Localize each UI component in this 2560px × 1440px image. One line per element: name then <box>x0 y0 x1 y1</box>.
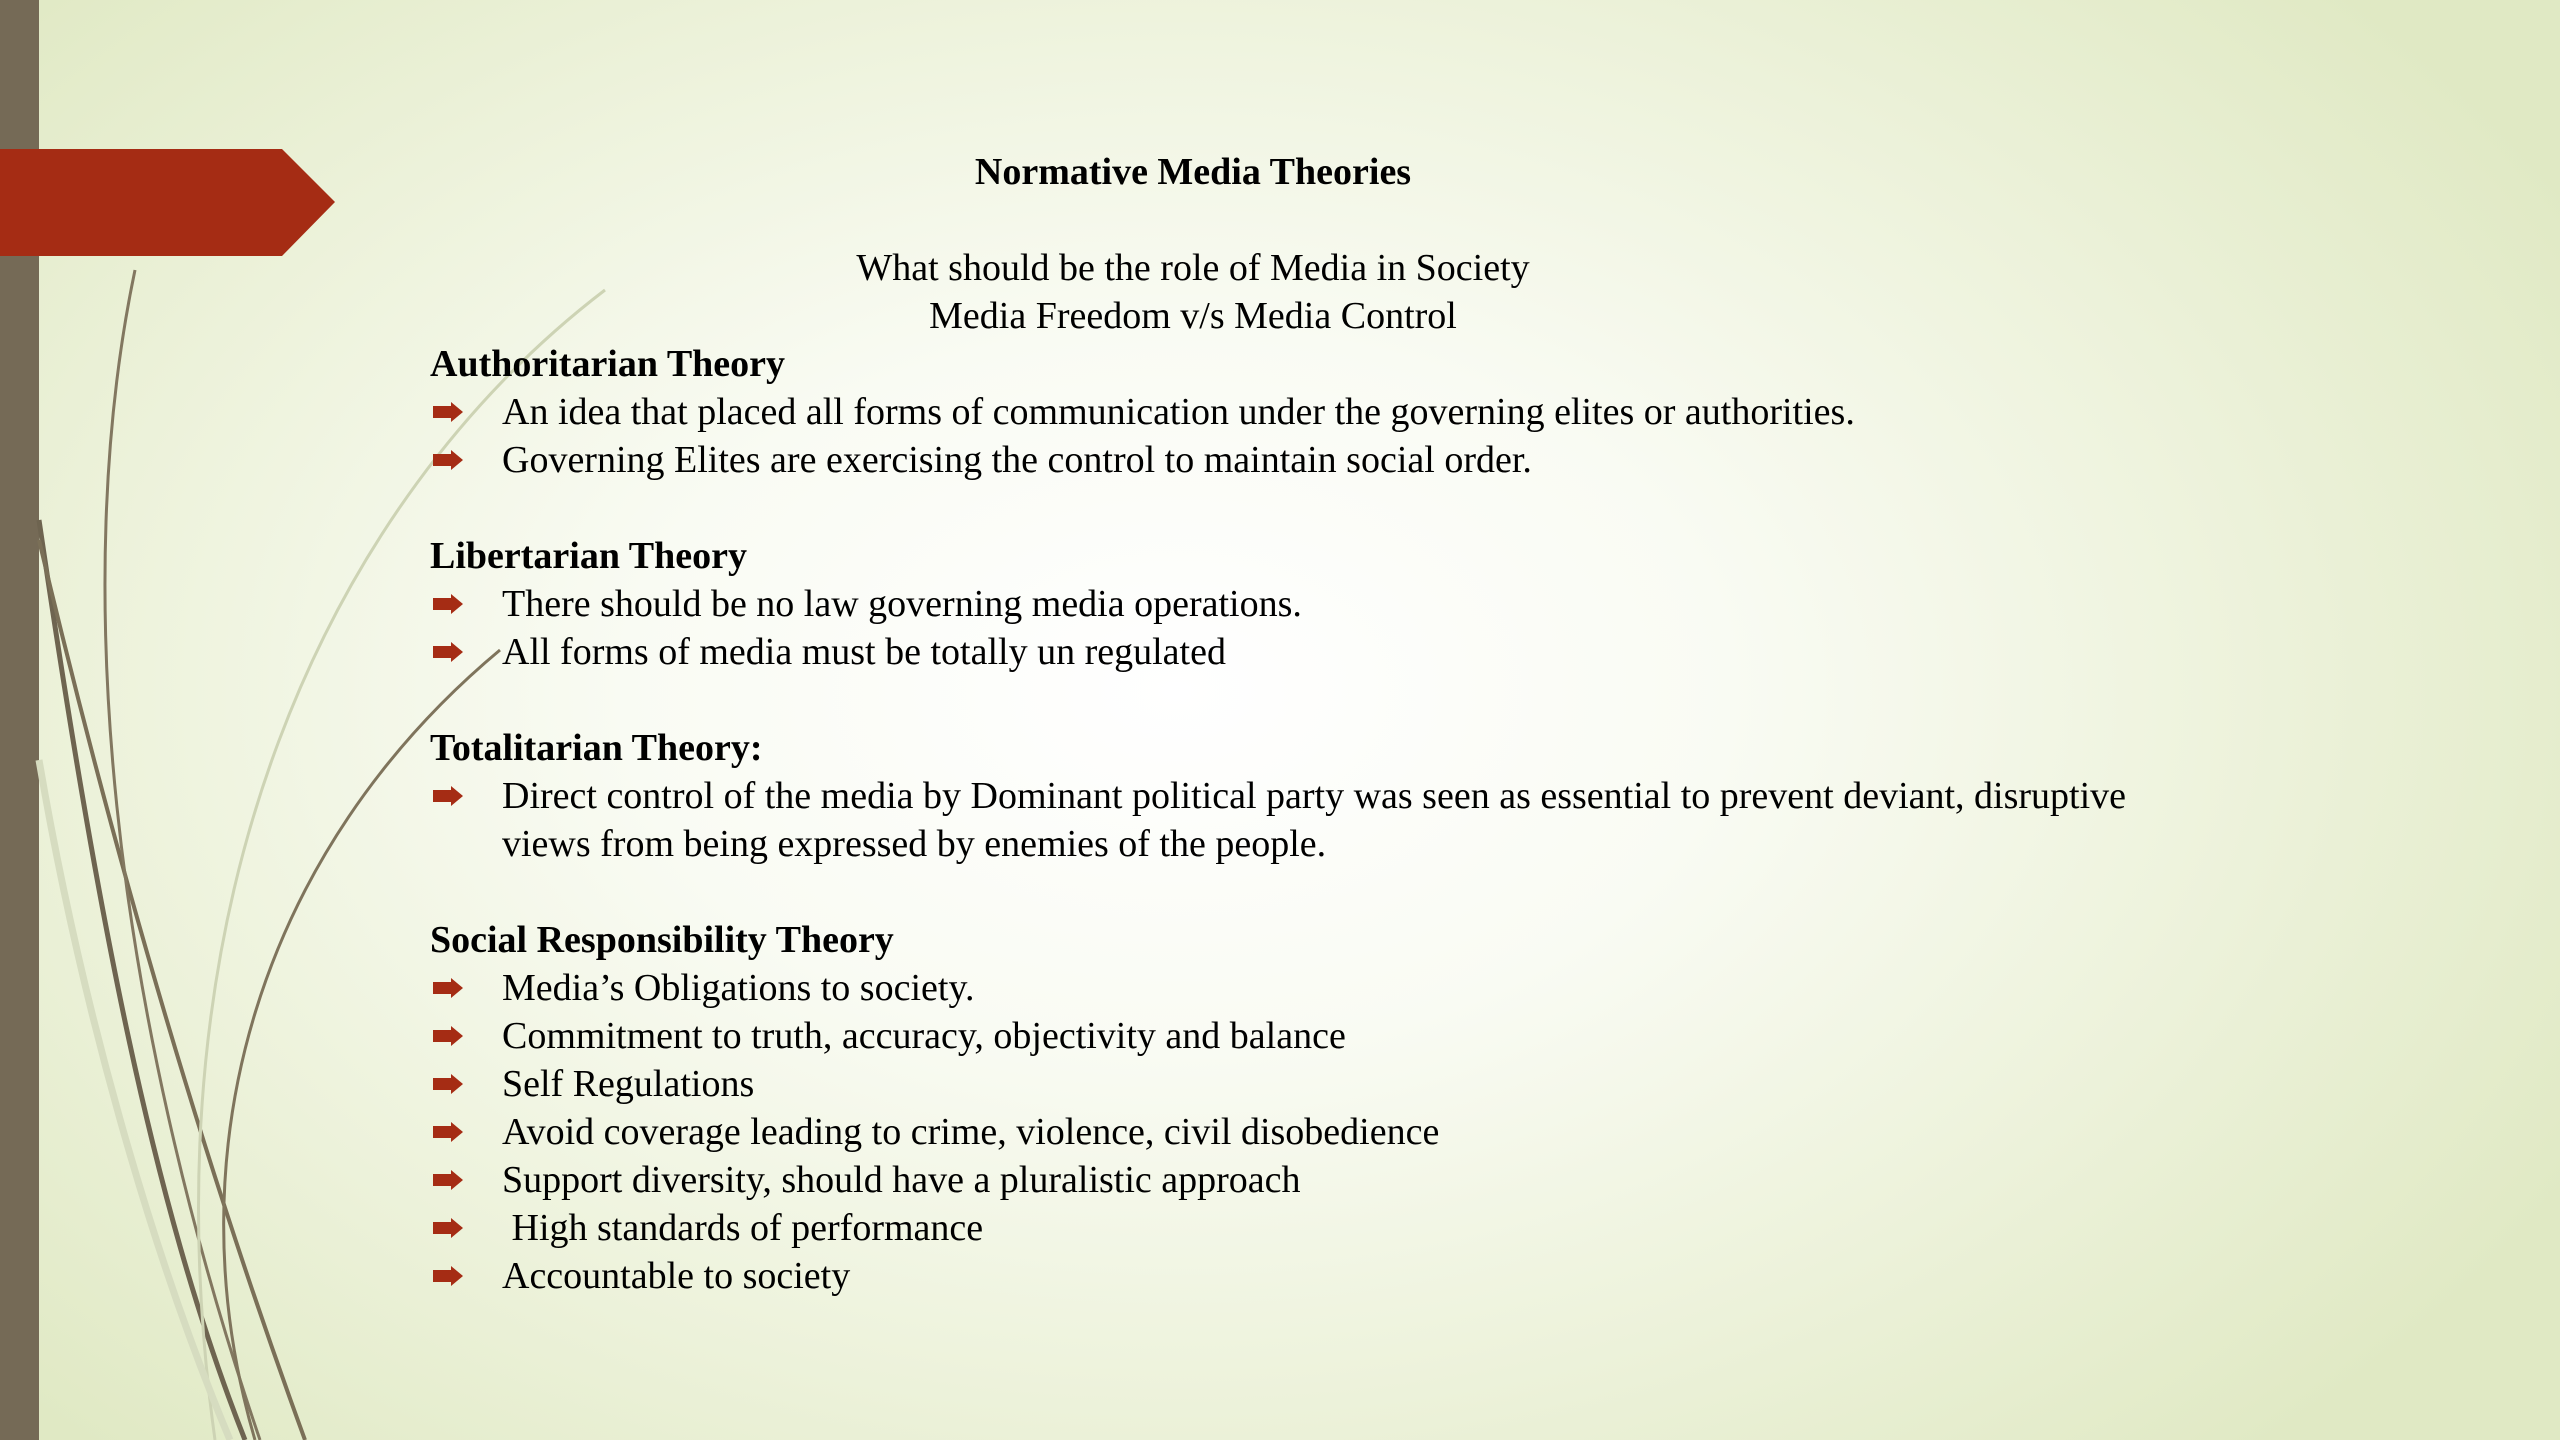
bullet-text: High standards of performance <box>502 1207 984 1249</box>
bullet-text: Governing Elites are exercising the control to maintain social order. <box>502 439 1532 481</box>
list-item <box>430 388 2150 436</box>
bullet-text: All forms of media must be totally un regulated <box>502 631 1226 673</box>
bullet-list <box>430 964 2150 1300</box>
list-item <box>430 1156 2150 1204</box>
section-social-responsibility <box>430 916 2150 1300</box>
arrow-bullet-icon <box>433 978 463 998</box>
bullet-text: There should be no law governing media operations. <box>502 583 1302 625</box>
arrow-bullet-icon <box>433 594 463 614</box>
section-heading: Libertarian Theory <box>430 535 748 577</box>
list-item <box>430 628 2150 676</box>
section-heading: Social Responsibility Theory <box>430 919 894 961</box>
list-item <box>430 580 2150 628</box>
arrow-bullet-icon <box>433 1170 463 1190</box>
arrow-bullet-icon <box>433 786 463 806</box>
arrow-bullet-icon <box>433 1122 463 1142</box>
arrow-bullet-icon <box>433 642 463 662</box>
section-libertarian <box>430 532 2150 676</box>
slide-content <box>430 148 2150 1348</box>
arrow-bullet-icon <box>433 1218 463 1238</box>
arrow-bullet-icon <box>433 402 463 422</box>
bullet-text: Avoid coverage leading to crime, violence, civil disobedience <box>502 1111 1440 1153</box>
list-item <box>430 436 2150 484</box>
subtitle-line-1: What should be the role of Media in Society <box>856 247 1530 289</box>
list-item <box>430 964 2150 1012</box>
bullet-text: Support diversity, should have a pluralistic approach <box>502 1159 1301 1201</box>
title-block <box>430 148 1956 340</box>
bullet-list <box>430 580 2150 676</box>
arrow-bullet-icon <box>433 450 463 470</box>
arrow-bullet-icon <box>433 1266 463 1286</box>
section-authoritarian <box>430 340 2150 484</box>
bullet-text: Commitment to truth, accuracy, objectivity and balance <box>502 1015 1346 1057</box>
arrow-bullet-icon <box>433 1026 463 1046</box>
section-totalitarian <box>430 724 2150 868</box>
bullet-list <box>430 388 2150 484</box>
section-heading: Totalitarian Theory: <box>430 727 763 769</box>
bullet-list <box>430 772 2150 868</box>
list-item <box>430 1108 2150 1156</box>
bullet-text: Self Regulations <box>502 1063 755 1105</box>
list-item <box>430 1204 2150 1252</box>
bullet-text: An idea that placed all forms of communication under the governing elites or authorities. <box>502 391 1855 433</box>
bullet-text: Direct control of the media by Dominant political party was seen as essential to prevent deviant, disruptive views from being expressed by enemies of the people. <box>502 775 2127 865</box>
list-item <box>430 772 2150 868</box>
bullet-text: Media’s Obligations to society. <box>502 967 975 1009</box>
section-heading: Authoritarian Theory <box>430 343 786 385</box>
title-tag-shape <box>0 149 340 259</box>
arrow-bullet-icon <box>433 1074 463 1094</box>
subtitle-line-2: Media Freedom v/s Media Control <box>929 295 1457 337</box>
list-item <box>430 1060 2150 1108</box>
slide-title: Normative Media Theories <box>974 151 1412 193</box>
bullet-text: Accountable to society <box>502 1255 851 1297</box>
list-item <box>430 1012 2150 1060</box>
list-item <box>430 1252 2150 1300</box>
